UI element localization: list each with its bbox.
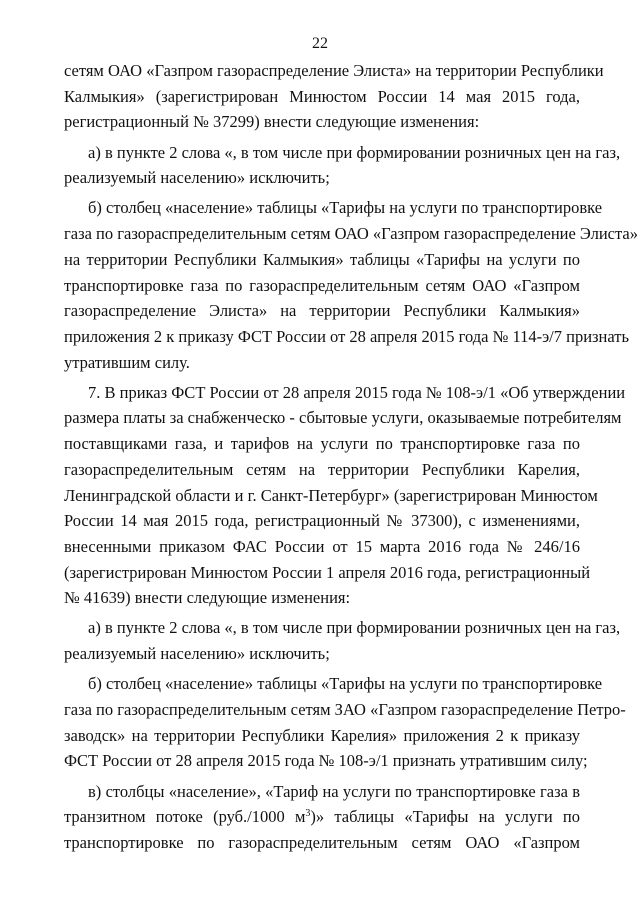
text-line-content: б) столбец «население» таблицы «Тарифы на услуги по транспортировке [88, 674, 603, 694]
text-line-content: (зарегистрирован Минюстом России 1 апреля 2016 года, регистрационный [64, 562, 591, 582]
text-line-content: внесенными приказом ФАС России от 15 марта 2016 года № 246/16 [64, 536, 580, 556]
text-line-content: газораспределение Элиста» на территории Республики Калмыкия» [64, 301, 580, 321]
text-line [64, 585, 580, 611]
text-line-content: а) в пункте 2 слова «, в том числе при формировании розничных цен на газ, [88, 142, 621, 162]
text-line-content: 7. В приказ ФСТ России от 28 апреля 2015 года № 108-э/1 «Об утверждении [88, 382, 626, 402]
text-line [64, 324, 630, 350]
text-line [64, 247, 580, 273]
text-line [64, 748, 588, 774]
text-line-content: ФСТ России от 28 апреля 2015 года № 108-э/1 признать утратившим силу; [64, 751, 588, 771]
text-line-content: регистрационный № 37299) внести следующие изменения: [64, 112, 480, 132]
text-line-content: поставщиками газа, и тарифов на услуги по транспортировке газа по [64, 434, 580, 454]
text-line [64, 830, 580, 856]
text-line [64, 221, 638, 247]
text-line-content: а) в пункте 2 слова «, в том числе при формировании розничных цен на газ, [88, 618, 621, 638]
text-line [64, 431, 580, 457]
text-line [64, 723, 580, 749]
text-line [64, 380, 626, 406]
document-body [64, 58, 638, 856]
text-line [64, 350, 580, 376]
text-line-content: транспортировке по газораспределительным сетям ОАО «Газпром [64, 832, 580, 852]
text-line-content: Калмыкия» (зарегистрирован Минюстом России 14 мая 2015 года, [64, 86, 580, 106]
text-line [64, 697, 626, 723]
text-line [64, 615, 621, 641]
text-line-content: заводск» на территории Республики Карелия» приложения 2 к приказу [64, 725, 580, 745]
text-line-content: приложения 2 к приказу ФСТ России от 28 апреля 2015 года № 114-э/7 признать [64, 326, 630, 346]
text-line [64, 109, 580, 135]
text-line-content: газа по газораспределительным сетям ЗАО «Газпром газораспределение Петро- [64, 700, 626, 719]
text-line [64, 405, 622, 431]
text-line-content: в) столбцы «население», «Тариф на услуги по транспортировке газа в [88, 781, 580, 801]
text-line [64, 165, 580, 191]
text-line-content: б) столбец «население» таблицы «Тарифы на услуги по транспортировке [88, 198, 603, 218]
text-line [64, 195, 603, 221]
text-line [64, 483, 598, 509]
text-line-content: Ленинградской области и г. Санкт-Петербург» (зарегистрирован Минюстом [64, 485, 598, 505]
text-line-content: размера платы за снабженческо - сбытовые услуги, оказываемые потребителям [64, 408, 622, 428]
text-line [64, 779, 580, 805]
text-line [64, 508, 580, 534]
text-line-content: утратившим силу. [64, 352, 190, 372]
text-line [64, 298, 580, 324]
text-line-content: газа по газораспределительным сетям ОАО «Газпром газораспределение Элиста» [64, 224, 638, 244]
text-line [64, 560, 591, 586]
text-line [64, 804, 580, 830]
text-line-content: России 14 мая 2015 года, регистрационный № 37300), с изменениями, [64, 511, 580, 531]
text-line-content: реализуемый населению» исключить; [64, 644, 330, 664]
text-line [64, 140, 621, 166]
text-line [64, 457, 580, 483]
text-line-content: газораспределительным сетям на территории Республики Карелия, [64, 459, 580, 479]
text-line [64, 273, 580, 299]
text-line-tail: )» таблицы «Тарифы на услуги по [310, 807, 580, 827]
text-line-content: реализуемый населению» исключить; [64, 168, 330, 188]
text-line [64, 671, 603, 697]
text-line [64, 84, 580, 110]
page-number: 22 [312, 35, 328, 52]
text-line-content: транзитном потоке (руб./1000 м [64, 807, 306, 827]
text-line [64, 58, 604, 84]
text-line-content: № 41639) внести следующие изменения: [64, 588, 351, 608]
text-line [64, 534, 580, 560]
text-line-content: на территории Республики Калмыкия» таблицы «Тарифы на услуги по [64, 249, 580, 269]
text-line [64, 641, 580, 667]
text-line-content: сетям ОАО «Газпром газораспределение Элиста» на территории Республики [64, 61, 604, 80]
text-line-content: транспортировке газа по газораспределительным сетям ОАО «Газпром [64, 275, 580, 295]
superscript: 3 [305, 808, 311, 820]
